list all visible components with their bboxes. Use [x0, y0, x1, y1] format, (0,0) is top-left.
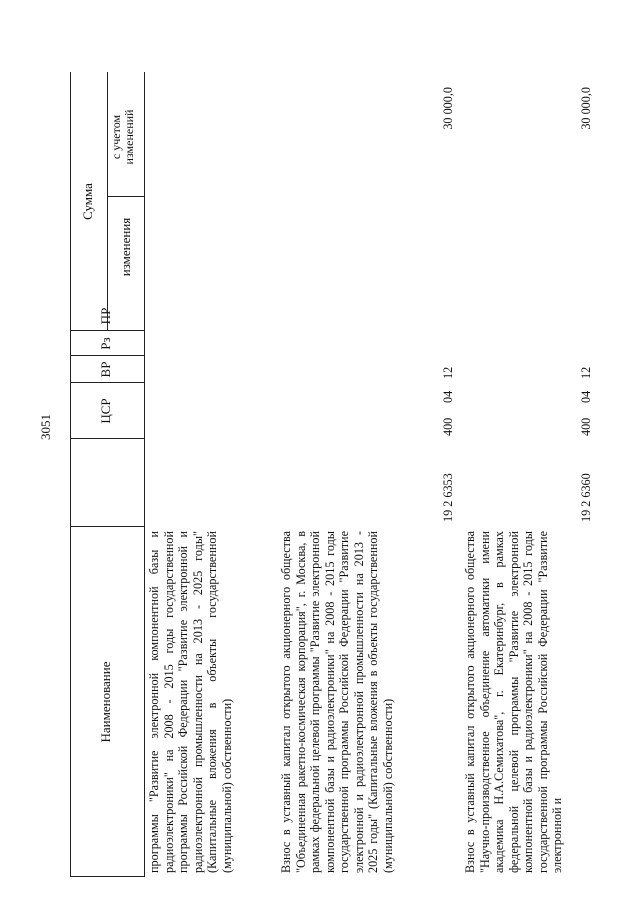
- row-text: Взнос в уставный капитал открытого акционерного общества "Объединенная ракетно-космическая корпорация", г. Москва, в рамках федеральной целевой программы "Развитие электронной компонентной базы и радиоэлектроники" на 2008 - 2015 годы государственной программы Российской Федерации "Развитие электронной и радиоэлектронной промышленности на 2013 - 2025 годы" (Капитальные вложения в объекты государственной (муниципальной) собственности): [279, 531, 395, 873]
- row-rz: 04: [441, 390, 455, 403]
- table-top-border: [70, 72, 71, 877]
- header-rz: Рз: [98, 337, 113, 350]
- row-csr: 19 2 6353: [441, 473, 455, 522]
- budget-table: [70, 57, 610, 877]
- row-vr: 400: [441, 417, 455, 436]
- row-text: Взнос в уставный капитал открытого акционерного общества "Научно-производственное объединение автоматики имени академика Н.А.Семихатова", г. Екатеринбург, в рамках федеральной целевой программы "Развитие электронной компонентной базы и радиоэлектроники" на 2008 - 2015 годы государственной программы Российской Федерации "Развитие электронной и: [463, 531, 564, 873]
- header-pr: ПР: [98, 307, 113, 325]
- row-pr: 12: [441, 366, 455, 379]
- row-csr: 19 2 6360: [579, 473, 593, 522]
- row-rz: 04: [579, 390, 593, 403]
- row-pr: 12: [579, 366, 593, 379]
- row-vr: 400: [579, 417, 593, 436]
- row-with-changes: 30 000,0: [441, 87, 455, 130]
- row-text: программы "Развитие электронной компонентной базы и радиоэлектроники" на 2008 - 2015 годы государственной программы Российской Федерации "Развитие электронной и радиоэлектронной промышленности на 2013 - 2025 годы" (Капитальные вложения в объекты государственной (муниципальной) собственности): [147, 531, 234, 873]
- header-bottom-rule: [144, 72, 145, 877]
- header-csr: ЦСР: [98, 398, 113, 424]
- header-with-changes: с учетом изменений: [109, 109, 136, 165]
- sum-subheader-rule: [107, 72, 108, 331]
- page-number: 3051: [38, 414, 53, 440]
- header-name: Наименование: [98, 661, 113, 743]
- header-vr: ВР: [98, 361, 113, 378]
- row-with-changes: 30 000,0: [579, 87, 593, 130]
- header-sum: Сумма: [80, 183, 95, 220]
- header-change: изменения: [118, 217, 133, 277]
